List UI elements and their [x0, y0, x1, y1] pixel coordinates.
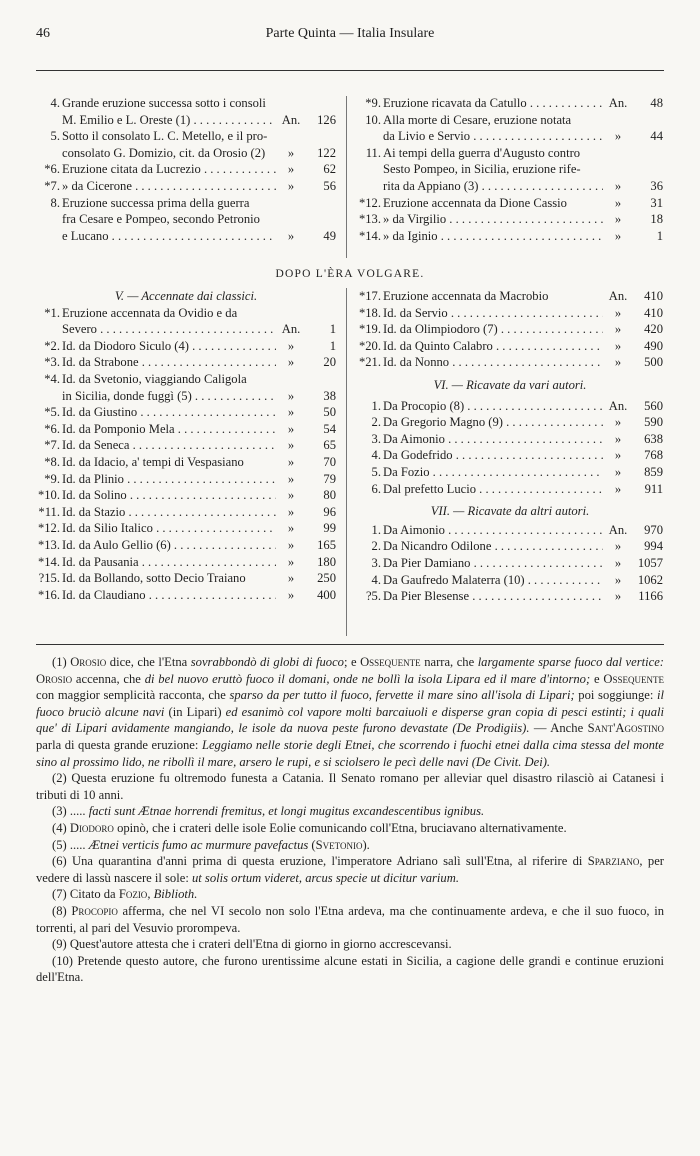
entry-text: Eruzione ricavata da Catullo . . . [383, 95, 603, 112]
entry-number: *17. [358, 289, 381, 303]
entry-text: Severo . . . [62, 321, 276, 338]
entry-era-mark: » [287, 355, 295, 370]
entry-number: 4. [371, 572, 381, 587]
entry-year: 420 [644, 322, 663, 337]
entry-number: *16. [37, 587, 60, 602]
entry-era-mark: » [287, 228, 295, 243]
entry-text: Id. da Idacio, a' tempi di Vespasiano [62, 454, 244, 469]
era-divider: DOPO L'ÈRA VOLGARE. [275, 268, 425, 280]
entry-text: Da Nicandro Odilone . . . [383, 538, 603, 555]
entry-text: Id. da Pomponio Mela . . . [62, 421, 276, 438]
entry-number: *7. [44, 438, 60, 453]
entry-text: Da Aimonio . . . [383, 522, 603, 539]
eruption-entry [357, 431, 663, 448]
entry-text: Alla morte di Cesare, eruzione notata [383, 112, 572, 127]
entry-text: Eruzione accennata da Dione Cassio [383, 195, 567, 210]
list-section-vi [357, 398, 663, 498]
entry-year: 1062 [637, 572, 663, 587]
list-before-right [357, 95, 663, 244]
page-number: 46 [36, 26, 50, 41]
entry-year: 62 [323, 162, 336, 177]
entry-year: 36 [650, 178, 663, 193]
entry-number: *13. [358, 212, 381, 227]
entry-text: Da Gaufredo Malaterra (10) . . . [383, 572, 603, 589]
entry-era-mark: An. [608, 289, 628, 303]
entry-text: Id. da Aulo Gellio (6) . . . [62, 537, 276, 554]
eruption-entry [36, 161, 336, 178]
entry-year: 126 [317, 112, 336, 127]
entry-number: *7. [44, 178, 60, 193]
entry-year: 490 [644, 338, 663, 353]
entry-number: *14. [358, 228, 381, 243]
entry-era-mark: » [287, 388, 295, 403]
entry-era-mark: An. [281, 112, 301, 127]
entry-text: Id. da Seneca . . . [62, 437, 276, 454]
entry-number: *18. [358, 305, 381, 320]
entry-year: 500 [644, 355, 663, 370]
entry-era-mark: » [287, 454, 295, 469]
eruption-entry [36, 537, 336, 554]
list-section-v-cont [357, 288, 663, 371]
entry-year: 44 [650, 129, 663, 144]
footnote: (7) Citato da Fozio, Biblioth. [52, 887, 198, 902]
entry-era-mark: » [614, 415, 622, 430]
entry-text: Id. da Pausania . . . [62, 554, 276, 571]
entry-number: ?15. [38, 571, 60, 586]
entry-era-mark: » [287, 537, 295, 552]
list-section-v [36, 305, 336, 604]
footnotes [36, 654, 664, 986]
entry-text: » da Virgilio . . . [383, 211, 603, 228]
eruption-entry [36, 421, 336, 438]
eruption-entry [357, 305, 663, 322]
entry-number: 2. [371, 539, 381, 554]
footnote: (8) Procopio afferma, che nel VI secolo non solo l'Etna ardeva, ma che continuamente ardeva, e che il suo fuoco, in torrenti, al pari del Vesuvio prorompeva. [36, 903, 664, 935]
list-section-vii [357, 522, 663, 605]
right-column-after [357, 288, 663, 605]
entry-year: 410 [644, 289, 663, 303]
entry-text: M. Emilio e L. Oreste (1) . . . [62, 112, 276, 129]
entry-year: 56 [323, 178, 336, 193]
eruption-entry [36, 587, 336, 604]
entry-year: 638 [644, 431, 663, 446]
entry-era-mark: » [287, 338, 295, 353]
entry-text: e Lucano . . . [62, 228, 276, 245]
entry-era-mark: » [287, 504, 295, 519]
entry-era-mark: » [614, 212, 622, 227]
entry-number: *12. [358, 195, 381, 210]
entry-year: 99 [323, 521, 336, 536]
footnote-rule [36, 644, 664, 645]
eruption-entry [357, 228, 663, 245]
eruption-entry [357, 398, 663, 415]
eruption-entry [357, 288, 663, 305]
entry-era-mark: » [287, 471, 295, 486]
entry-text: Da Fozio . . . [383, 464, 603, 481]
entry-year: 20 [323, 355, 336, 370]
entry-era-mark: » [614, 355, 622, 370]
entry-text: Eruzione successa prima della guerra [62, 195, 250, 210]
eruption-entry [36, 338, 336, 355]
entry-text: Da Godefrido . . . [383, 447, 603, 464]
entry-year: 49 [323, 228, 336, 243]
entry-number: *2. [44, 338, 60, 353]
entry-text: Dal prefetto Lucio . . . [383, 481, 603, 498]
section-v-column [36, 288, 336, 603]
entry-era-mark: An. [608, 522, 628, 537]
eruption-entry [357, 447, 663, 464]
entry-year: 80 [323, 488, 336, 503]
entry-year: 768 [644, 448, 663, 463]
entry-number: *14. [37, 554, 60, 569]
entry-era-mark: » [614, 589, 622, 604]
eruption-entry [357, 321, 663, 338]
eruption-entry [357, 464, 663, 481]
entry-year: 970 [644, 522, 663, 537]
entry-year: 18 [650, 212, 663, 227]
eruption-entry [36, 554, 336, 571]
entry-era-mark: » [287, 162, 295, 177]
entry-text: Da Gregorio Magno (9) . . . [383, 414, 603, 431]
eruption-entry [36, 520, 336, 537]
entry-era-mark: An. [608, 398, 628, 413]
entry-year: 1 [656, 228, 663, 243]
eruption-entry [357, 95, 663, 112]
entry-number: 1. [371, 398, 381, 413]
entry-era-mark: » [287, 521, 295, 536]
entry-number: 6. [371, 481, 381, 496]
entry-text: Eruzione citata da Lucrezio . . . [62, 161, 276, 178]
entry-number: *9. [44, 471, 60, 486]
entry-year: 122 [317, 145, 336, 160]
entry-era-mark: » [287, 554, 295, 569]
entry-era-mark: » [287, 587, 295, 602]
footnote: (6) Una quarantina d'anni prima di questa eruzione, l'imperatore Adriano salì sull'Etna, al riferire di Sparziano, per vedere di lassù nascere il sole: ut solis ortum videret, arcus specie ut dicitur varium. [36, 854, 664, 885]
eruption-entry [36, 471, 336, 488]
eruption-entry [36, 504, 336, 521]
entry-number: *6. [44, 421, 60, 436]
entry-number: *12. [37, 521, 60, 536]
entry-number: ?5. [365, 589, 381, 604]
entry-number: *10. [37, 488, 60, 503]
entry-text: Id. da Diodoro Siculo (4) . . . [62, 338, 276, 355]
eruption-entry [357, 538, 663, 555]
entry-number: *8. [44, 454, 60, 469]
footnote: (5) ..... Ætnei verticis fumo ac murmure pavefactus (Svetonio). [52, 837, 370, 852]
eruption-entry [357, 211, 663, 228]
entry-number: 5. [50, 129, 60, 144]
entry-text: Id. da Nonno . . . [383, 354, 603, 371]
entry-year: 410 [644, 305, 663, 320]
entry-number: 3. [371, 431, 381, 446]
eruption-entry [36, 195, 336, 245]
list-before-left [36, 95, 336, 244]
entry-number: *3. [44, 355, 60, 370]
eruption-entry [36, 95, 336, 128]
eruption-entry [36, 404, 336, 421]
entry-text: Id. da Stazio . . . [62, 504, 276, 521]
entry-era-mark: » [614, 431, 622, 446]
entry-year: 31 [650, 195, 663, 210]
entry-number: *1. [44, 305, 60, 320]
entry-era-mark: » [614, 555, 622, 570]
entry-text: Id. da Claudiano . . . [62, 587, 276, 604]
entry-text: Id. da Quinto Calabro . . . [383, 338, 603, 355]
entry-year: 38 [323, 388, 336, 403]
entry-text: Da Pier Damiano . . . [383, 555, 603, 572]
entry-era-mark: » [614, 481, 622, 496]
header-rule [36, 70, 664, 71]
entry-text: Id. da Olimpiodoro (7) . . . [383, 321, 603, 338]
page-header [36, 26, 664, 48]
entry-era-mark: » [614, 539, 622, 554]
eruption-entry [36, 371, 336, 404]
eruption-entry [357, 354, 663, 371]
eruption-entry [36, 354, 336, 371]
eruption-entry [357, 522, 663, 539]
entry-text: Id. da Bollando, sotto Decio Traiano [62, 571, 246, 586]
entry-text: Sesto Pompeo, in Sicilia, eruzione rife- [383, 162, 581, 177]
entry-year: 994 [644, 539, 663, 554]
entry-era-mark: » [287, 405, 295, 420]
entry-era-mark: » [287, 178, 295, 193]
section-v-heading: V. — Accennate dai classici. [114, 289, 258, 303]
entry-era-mark: » [287, 145, 295, 160]
entry-era-mark: An. [608, 96, 628, 110]
running-title: Parte Quinta — Italia Insulare [265, 26, 435, 41]
entry-text: consolato G. Domizio, cit. da Orosio (2) [62, 145, 266, 160]
eruption-entry [357, 555, 663, 572]
eruption-entry [36, 570, 336, 587]
entry-text: in Sicilia, donde fuggì (5) . . . [62, 388, 276, 405]
entry-era-mark: » [614, 228, 622, 243]
entry-year: 96 [323, 504, 336, 519]
eruption-entry [357, 195, 663, 212]
entry-text: Id. da Plinio . . . [62, 471, 276, 488]
footnote: (2) Questa eruzione fu oltremodo funesta a Catania. Il Senato romano per alleviar quel disastro rilasciò ai Catanesi i tributi di 10 anni. [36, 771, 664, 802]
entry-text: Id. da Strabone . . . [62, 354, 276, 371]
entry-text: Da Aimonio . . . [383, 431, 603, 448]
entry-number: *6. [44, 162, 60, 177]
eruption-entry [36, 454, 336, 471]
entry-text: fra Cesare e Pompeo, secondo Petronio [62, 212, 260, 227]
entry-era-mark: » [614, 338, 622, 353]
eruption-entry [357, 572, 663, 589]
entry-era-mark: » [614, 572, 622, 587]
entry-number: 1. [371, 522, 381, 537]
entry-era-mark: » [287, 438, 295, 453]
eruption-entry [36, 437, 336, 454]
entry-year: 1 [329, 322, 336, 337]
entry-number: *21. [358, 355, 381, 370]
entry-year: 65 [323, 438, 336, 453]
eruption-entry [36, 178, 336, 195]
entry-number: *4. [44, 371, 60, 386]
entry-year: 50 [323, 405, 336, 420]
entry-text: Id. da Servio . . . [383, 305, 603, 322]
entry-text: » da Iginio . . . [383, 228, 603, 245]
entry-text: Id. da Solino . . . [62, 487, 276, 504]
entry-era-mark: » [614, 322, 622, 337]
eruption-entry [357, 414, 663, 431]
eruption-entry [357, 338, 663, 355]
footnote: (10) Pretende questo autore, che furono urentissime alcune estati in Sicilia, a cagione delle grandi e continue eruzioni dell'Etna. [36, 953, 664, 985]
entry-era-mark: » [614, 464, 622, 479]
entry-year: 400 [317, 587, 336, 602]
entry-year: 1 [329, 338, 336, 353]
entry-year: 70 [323, 454, 336, 469]
entry-year: 911 [644, 481, 663, 496]
entry-era-mark: » [614, 129, 622, 144]
eruption-entry [357, 588, 663, 605]
entry-era-mark: » [614, 305, 622, 320]
entry-text: Id. da Svetonio, viaggiando Caligola [62, 371, 247, 386]
entry-text: Da Procopio (8) . . . [383, 398, 603, 415]
entry-year: 1166 [638, 589, 663, 604]
column-divider-top [346, 96, 347, 258]
entry-era-mark: » [614, 448, 622, 463]
entry-number: 4. [371, 448, 381, 463]
entry-number: *9. [365, 96, 381, 110]
eruption-entry [36, 128, 336, 161]
entry-era-mark: » [287, 571, 295, 586]
entry-text: Id. da Giustino . . . [62, 404, 276, 421]
entry-number: *19. [358, 322, 381, 337]
footnote: (4) Diodoro opinò, che i crateri delle isole Eolie comunicando coll'Etna, bruciavano alternativamente. [52, 820, 567, 835]
entry-text: Eruzione accennata da Macrobio [383, 289, 549, 303]
entry-number: *13. [37, 537, 60, 552]
entry-number: *11. [38, 504, 60, 519]
eruption-entry [357, 481, 663, 498]
entry-year: 859 [644, 464, 663, 479]
entry-year: 1057 [637, 555, 663, 570]
entry-era-mark: » [614, 195, 622, 210]
entry-year: 250 [317, 571, 336, 586]
entry-text: rita da Appiano (3) . . . [383, 178, 603, 195]
entry-text: Ai tempi della guerra d'Augusto contro [383, 145, 581, 160]
footnote: (3) ..... facti sunt Ætnae horrendi fremitus, et longi mugitus excandescentibus ignibus. [52, 804, 485, 819]
entry-text: » da Cicerone . . . [62, 178, 276, 195]
entry-era-mark: An. [281, 322, 301, 337]
eruption-entry [36, 487, 336, 504]
entry-year: 590 [644, 415, 663, 430]
entry-text: Eruzione accennata da Ovidio e da [62, 305, 238, 320]
section-vii-heading: VII. — Ricavate da altri autori. [430, 504, 590, 519]
entry-text: Sotto il consolato L. C. Metello, e il pro- [62, 129, 268, 144]
entry-year: 54 [323, 421, 336, 436]
entry-number: 11. [365, 145, 381, 160]
entry-text: Id. da Silio Italico . . . [62, 520, 276, 537]
column-divider-bottom [346, 288, 347, 636]
entry-text: da Livio e Servio . . . [383, 128, 603, 145]
entry-era-mark: » [614, 178, 622, 193]
entry-era-mark: » [287, 488, 295, 503]
entry-year: 48 [650, 96, 663, 110]
section-vi-heading: VI. — Ricavate da vari autori. [433, 377, 587, 392]
eruption-entry [357, 112, 663, 145]
entry-text: Da Pier Blesense . . . [383, 588, 603, 605]
entry-number: 8. [50, 195, 60, 210]
entry-number: *5. [44, 405, 60, 420]
entry-year: 560 [644, 398, 663, 413]
footnote: (1) Orosio dice, che l'Etna sovrabbondò di globi di fuoco; e Ossequente narra, che largamente sparse fuoco dal vertice: Orosio accenna, che di bel nuovo eruttò fuoco il domani, onde ne bollì la isola Lipara ed il mare d'intorno; e Ossequente con maggior semplicità racconta, che sparso da per tutto il fuoco, fervette il mare sino all'isola di Lipari; poi soggiunge: il fuoco bruciò alcune navi (in Lipari) ed esanimò col vapore molti barcaiuoli e disperse gran copia di pesci estinti; i quali que' di Lipari avidamente mangiando, le isole da nuova peste furono devastate (De Prodigiis). — Anche Sant'Agostino parla di questa grande eruzione: Leggiamo nelle storie degli Etnei, che scorrendo i fuochi etnei dalla cima stessa del monte sino al prossimo lido, ne ribollì il mare, arsero le rupi, e si sciolsero le pecì delle navi (De Civit. Dei). [36, 655, 665, 769]
entry-number: *20. [358, 338, 381, 353]
entry-year: 165 [317, 537, 336, 552]
entry-year: 180 [317, 554, 336, 569]
entry-era-mark: » [287, 421, 295, 436]
entry-text: Grande eruzione successa sotto i consoli [62, 96, 266, 110]
entry-number: 5. [371, 464, 381, 479]
entry-number: 10. [365, 112, 381, 127]
entry-year: 79 [323, 471, 336, 486]
eruption-entry [36, 305, 336, 338]
footnote: (9) Quest'autore attesta che i crateri dell'Etna di giorno in giorno accrescevansi. [52, 937, 452, 952]
entry-number: 3. [371, 555, 381, 570]
entry-number: 4. [50, 96, 60, 110]
eruption-entry [357, 145, 663, 195]
entry-number: 2. [371, 415, 381, 430]
